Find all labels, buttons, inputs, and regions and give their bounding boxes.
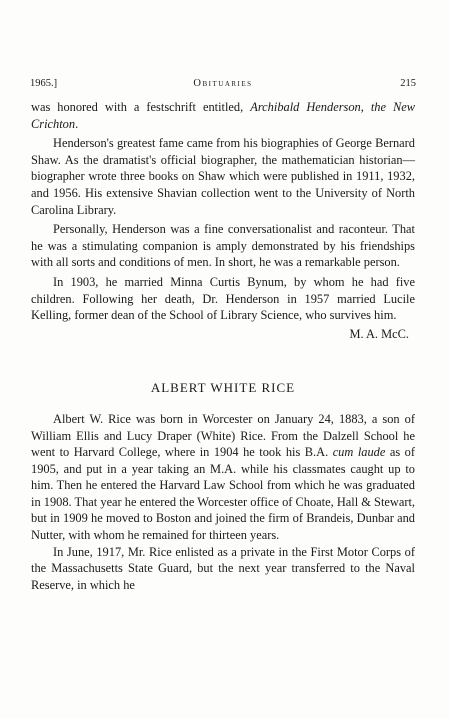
paragraph-rice-early-life — [31, 411, 415, 544]
paragraph-shaw: Henderson's greatest fame came from his biographies of George Bernard Shaw. As the dramatist's official biographer, the mathematician historian—biographer wrote three books on Shaw which were published in 1911, 1932, and 1956. His extensive Shavian collection went to the University of North Carolina Library. — [31, 136, 415, 217]
running-head-year: 1965.] — [30, 78, 58, 89]
text-span: was honored with a festschrift entitled, — [31, 100, 251, 114]
latin-honor: cum laude — [332, 445, 386, 460]
running-head — [30, 76, 416, 92]
page-body — [31, 99, 415, 593]
text-span: . — [75, 116, 79, 131]
running-head-title: Obituaries — [193, 78, 253, 89]
continued-paragraph — [31, 99, 415, 132]
section-heading: ALBERT WHITE RICE — [150, 380, 296, 396]
paragraph-rice-military: In June, 1917, Mr. Rice enlisted as a private in the First Motor Corps of the Massachusetts State Guard, but the next year transferred to the Naval Reserve, in which he — [31, 544, 415, 592]
author-signature: M. A. McC. — [349, 326, 409, 341]
text-span: Albert W. Rice was born in Worcester on January 24, 1883, a son of William Ellis and Lucy Draper (White) Rice. From the Dalzell School he went to Harvard College, where in 1904 he took his B.A. — [31, 411, 415, 460]
page-number: 215 — [400, 78, 416, 89]
festschrift-title: Archibald Henderson, the New Crichton — [31, 100, 415, 131]
text-span: as of 1905, and put in a year taking an M.A. while his classmates caught up to him. Then he entered the Harvard Law School from which he was graduated in 1908. That year he entered the Worcester office of Choate, Hall & Stewart, but in 1909 he moved to Boston and joined the firm of Brandeis, Dunbar and Nutter, with whom he remained for thirteen years. — [31, 445, 415, 543]
paragraph-family: In 1903, he married Minna Curtis Bynum, by whom he had five children. Following her death, Dr. Henderson in 1957 married Lucile Kelling, former dean of the School of Library Science, who survives him. — [31, 274, 415, 323]
paragraph-personality: Personally, Henderson was a fine conversationalist and raconteur. That he was a stimulating companion is amply demonstrated by his friendships with all sorts and conditions of men. In short, he was a remarkable person. — [31, 222, 415, 270]
